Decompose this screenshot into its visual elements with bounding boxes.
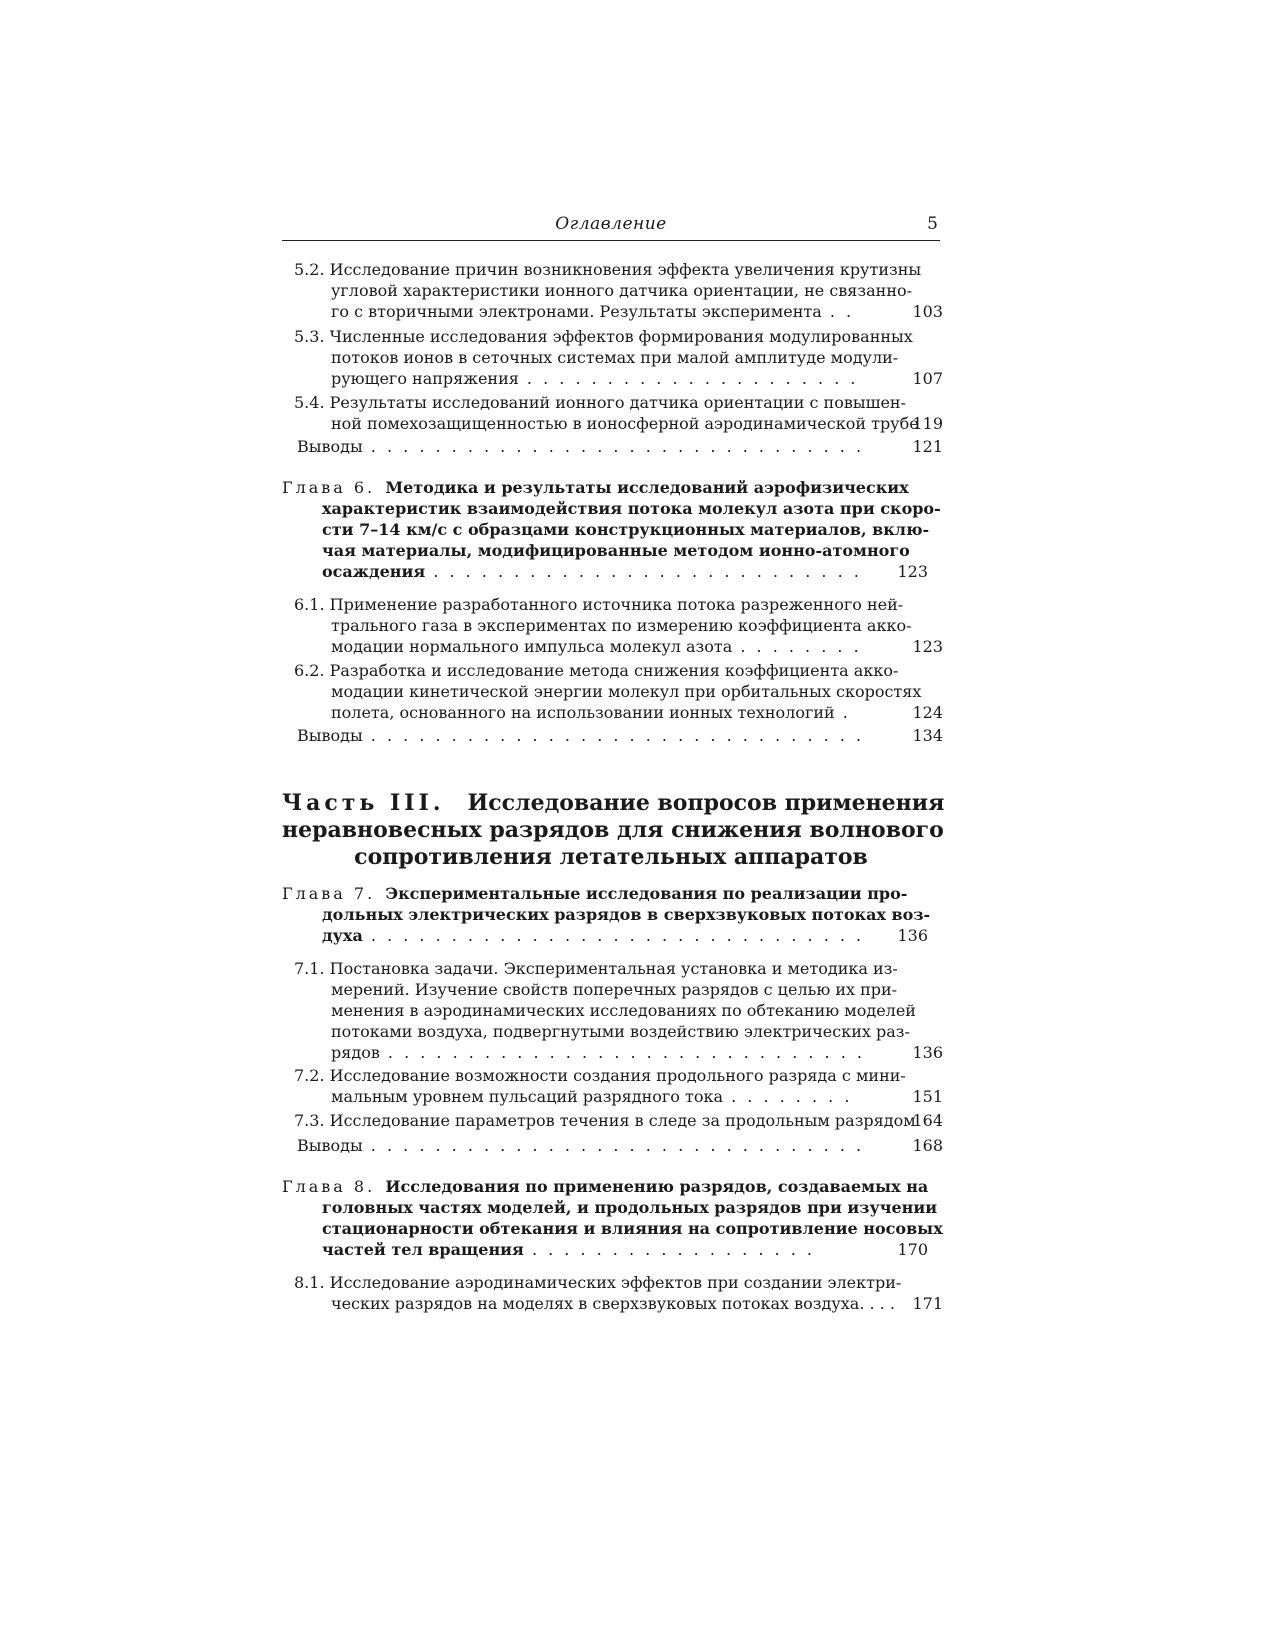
toc-entry-7-3[interactable]: 7.3. Исследование параметров течения в следе за продольным разрядом 164 <box>294 1111 943 1130</box>
toc-entry-5-3[interactable]: 5.3. Численные исследования эффектов формирования модулированных потоков ионов в сеточных системах при малой амплитуде модули- рующего напряжения . . . . . . . . . . . . . . . . . . . . . 107 <box>294 327 943 388</box>
toc-entry-conclusions-6[interactable]: Выводы . . . . . . . . . . . . . . . . . . . . . . . . . . . . . . . 134 <box>297 726 943 745</box>
toc-entry-conclusions-7[interactable]: Выводы . . . . . . . . . . . . . . . . . . . . . . . . . . . . . . . 168 <box>297 1136 943 1155</box>
toc-entry-6-2[interactable]: 6.2. Разработка и исследование метода снижения коэффициента акко- модации кинетической энергии молекул при орбитальных скоростях полета, основанного на использовании ионных технологий . 124 <box>294 661 943 722</box>
leader-dots: . . <box>821 302 855 321</box>
leader-dots: . . . . . . . . . . . . . . . . . . . . . . . . . . . <box>425 562 862 581</box>
chapter-label: Глава 7. <box>282 884 376 903</box>
leader-dots: . . . . . . . . <box>723 1087 853 1106</box>
toc-entry-7-1[interactable]: 7.1. Постановка задачи. Экспериментальная установка и методика из- мерений. Изучение свойств поперечных разрядов с целью их при- менения в аэродинамических исследованиях по обтеканию моделей потоками воздуха, подвергнутыми воздействию электрических раз- рядов . . . . . . . . . . . . . . . . . . . . . . . . . . . . . . 136 <box>294 959 943 1062</box>
toc-entry-5-2[interactable]: 5.2. Исследование причин возникновения эффекта увеличения крутизны угловой характеристики ионного датчика ориентации, не связанно- го с вторичными электронами. Результаты эксперимента . . 103 <box>294 260 943 321</box>
leader-dots: . . . . . . . . . . . . . . . . . . . . . . . . . . . . . . <box>379 1043 865 1062</box>
toc-entry-conclusions-5[interactable]: Выводы . . . . . . . . . . . . . . . . . . . . . . . . . . . . . . . 121 <box>297 437 943 456</box>
toc-page-number: 134 <box>912 726 943 745</box>
leader-dots: . . . . . . . . . . . . . . . . . . . . . <box>518 369 859 388</box>
leader-dots: . . . . . . . . <box>732 637 862 656</box>
toc-entry-6-1[interactable]: 6.1. Применение разработанного источника потока разреженного ней- трального газа в экспериментах по измерению коэффициента акко- модации нормального импульса молекул азота . . . . . . . . 123 <box>294 595 943 656</box>
toc-chapter-8[interactable]: Глава 8. Исследования по применению разрядов, создаваемых на головных частях моделей, и продольных разрядов при изучении стационарности обтекания и влияния на сопротивление носовых частей тел вращения . . . . . . . . . . . . . . . . . . 170 <box>282 1177 943 1259</box>
running-header <box>282 214 940 241</box>
toc-entry-label: 7.3. <box>294 1111 325 1130</box>
toc-page-number: 136 <box>897 926 928 945</box>
toc-page-number: 168 <box>912 1136 943 1155</box>
leader-dots: . . . . . . . . . . . . . . . . . . . . . . . . . . . . . . . <box>362 437 865 456</box>
toc-chapter-6[interactable]: Глава 6. Методика и результаты исследований аэрофизических характеристик взаимодействия потока молекул азота при скоро- сти 7–14 км/с с образцами конструкционных материалов, вклю- чая материалы, модифицированные методом ионно-атомного осаждения . . . . . . . . . . . . . . . . . . . . . . . . . . . 123 <box>282 478 941 581</box>
toc-entry-label: 7.2. <box>294 1066 325 1085</box>
toc-entry-label: 6.1. <box>294 595 325 614</box>
toc-entry-label: 6.2. <box>294 661 325 680</box>
toc-page-number: 151 <box>912 1087 943 1106</box>
leader-dots: . . . . . . . . . . . . . . . . . . . . . . . . . . . . . . . <box>362 926 865 945</box>
toc-entry-label: 8.1. <box>294 1273 325 1292</box>
toc-chapter-7[interactable]: Глава 7. Экспериментальные исследования по реализации про- дольных электрических разрядов в сверхзвуковых потоках воз- духа . . . . . . . . . . . . . . . . . . . . . . . . . . . . . . . 136 <box>282 884 931 945</box>
leader-dots: . <box>834 703 851 722</box>
part-3-heading[interactable]: Часть III. Исследование вопросов применения неравновесных разрядов для снижения волнового сопротивления летательных аппаратов <box>282 790 945 870</box>
header-title: Оглавление <box>555 214 667 234</box>
toc-page-number: 121 <box>912 437 943 456</box>
toc-entry-5-4[interactable]: 5.4. Результаты исследований ионного датчика ориентации с повышен- ной помехозащищенностью в ионосферной аэродинамической трубе 119 <box>294 393 943 433</box>
toc-entry-label: 5.3. <box>294 327 325 346</box>
chapter-label: Глава 8. <box>282 1177 376 1196</box>
toc-page-number: 119 <box>912 414 943 433</box>
toc-entry-8-1[interactable]: 8.1. Исследование аэродинамических эффектов при создании электри- ческих разрядов на моделях в сверхзвуковых потоках воздуха. . . . 171 <box>294 1273 943 1313</box>
toc-entry-label: 7.1. <box>294 959 325 978</box>
toc-entry-label: 5.4. <box>294 393 325 412</box>
toc-page-number: 124 <box>912 703 943 722</box>
toc-page-number: 107 <box>912 369 943 388</box>
toc-page-number: 103 <box>912 302 943 321</box>
toc-page-number: 123 <box>897 562 928 581</box>
part-label: Часть III. <box>282 790 445 816</box>
toc-page-number: 164 <box>912 1111 943 1130</box>
header-page-number: 5 <box>927 214 938 234</box>
toc-page-number: 171 <box>912 1294 943 1313</box>
leader-dots: . . . . . . . . . . . . . . . . . . . . . . . . . . . . . . . <box>362 726 865 745</box>
toc-entry-label: 5.2. <box>294 260 325 279</box>
toc-page-number: 136 <box>912 1043 943 1062</box>
toc-page-number: 170 <box>897 1240 928 1259</box>
leader-dots: . . . . . . . . . . . . . . . . . . <box>523 1240 815 1259</box>
leader-dots: . . . . . . . . . . . . . . . . . . . . . . . . . . . . . . . <box>362 1136 865 1155</box>
chapter-label: Глава 6. <box>282 478 376 497</box>
toc-page-number: 123 <box>912 637 943 656</box>
toc-entry-7-2[interactable]: 7.2. Исследование возможности создания продольного разряда с мини- мальным уровнем пульсаций разрядного тока . . . . . . . . 151 <box>294 1066 943 1106</box>
